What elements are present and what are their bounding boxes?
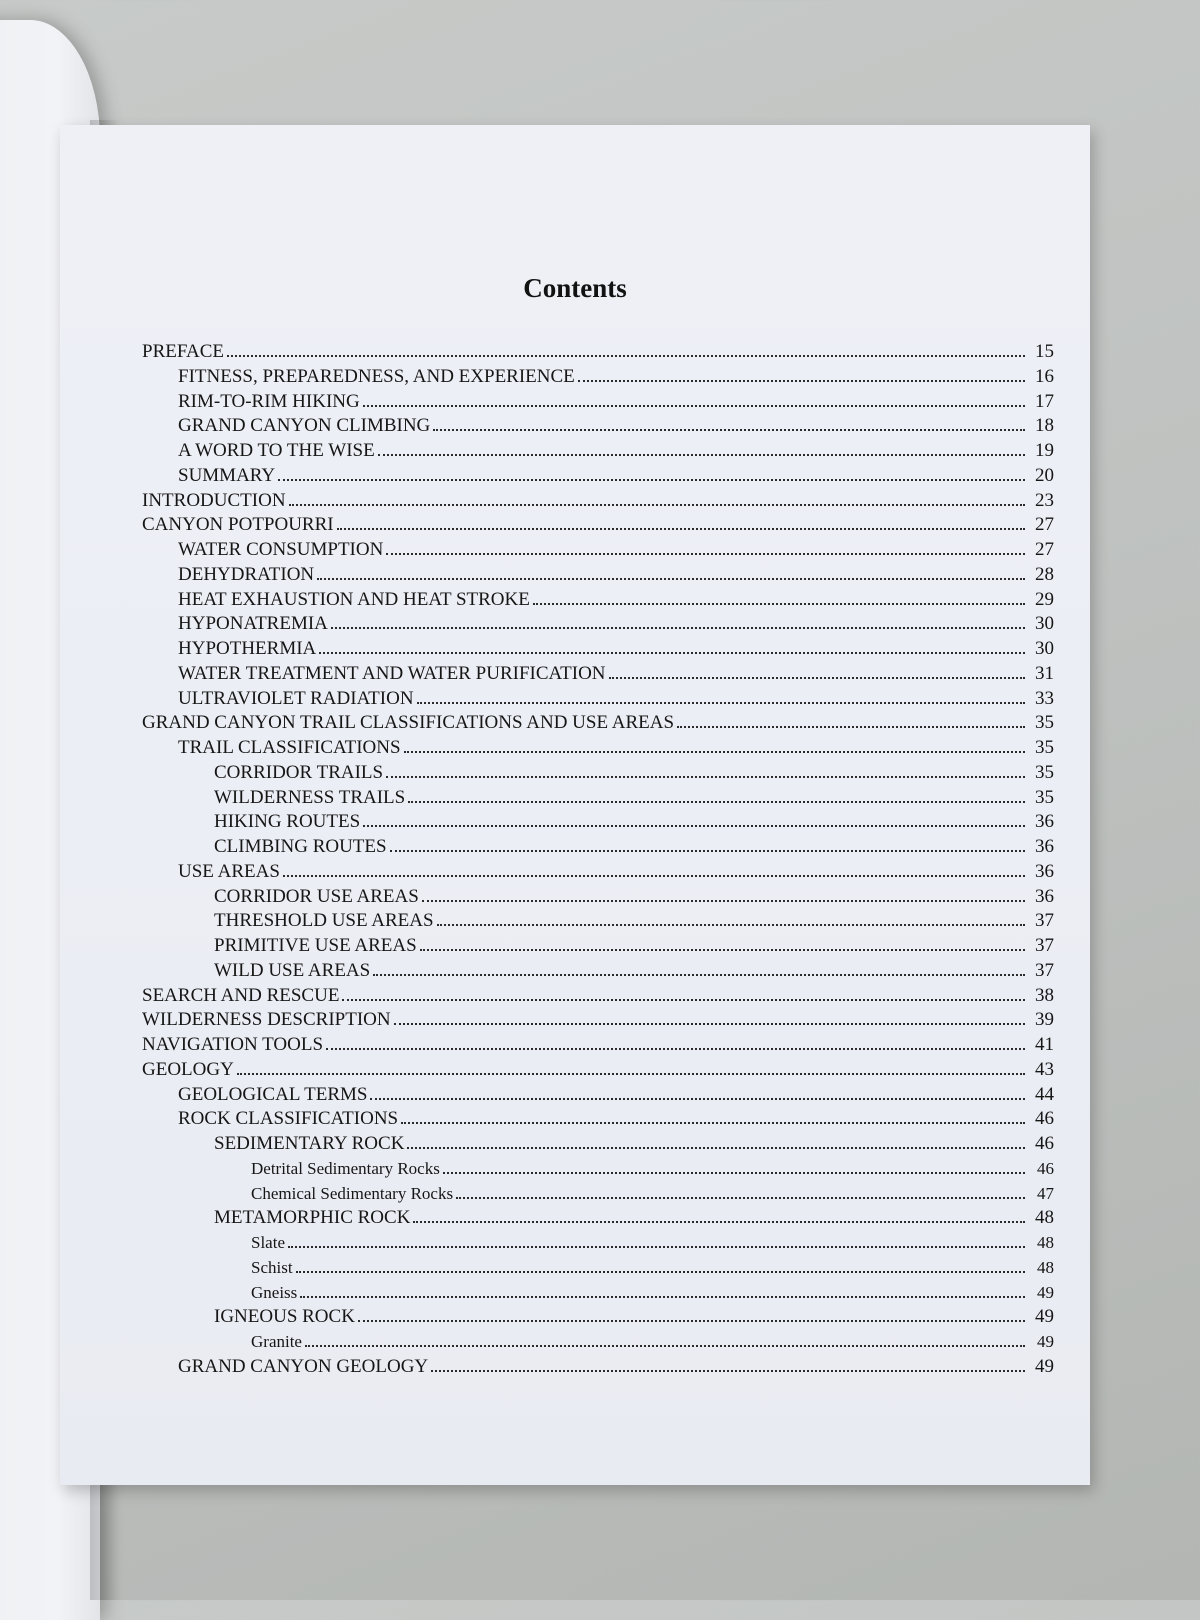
dot-leader bbox=[456, 1197, 1025, 1199]
toc-entry bbox=[142, 1008, 1054, 1033]
dot-leader bbox=[386, 553, 1025, 555]
toc-entry-title: NAVIGATION TOOLS bbox=[142, 1034, 324, 1055]
toc-entry-page-number: 31 bbox=[1035, 662, 1054, 684]
toc-entry-page-number: 41 bbox=[1035, 1034, 1054, 1055]
dot-leader bbox=[578, 380, 1025, 382]
toc-entry bbox=[142, 1107, 1054, 1132]
toc-entry-title: GRAND CANYON GEOLOGY bbox=[178, 1355, 429, 1377]
dot-leader bbox=[337, 528, 1025, 530]
toc-entry-title: HYPOTHERMIA bbox=[178, 638, 317, 659]
toc-entry-page-number: 30 bbox=[1035, 638, 1054, 659]
toc-entry-title: HYPONATREMIA bbox=[178, 613, 328, 635]
table-of-contents bbox=[142, 340, 1054, 1380]
toc-entry bbox=[142, 711, 1054, 736]
toc-entry-title: SEARCH AND RESCUE bbox=[142, 984, 340, 1006]
toc-entry-title: Schist bbox=[251, 1257, 293, 1277]
toc-entry bbox=[142, 513, 1054, 538]
toc-entry bbox=[142, 687, 1054, 712]
toc-entry bbox=[142, 489, 1054, 514]
dot-leader bbox=[358, 1320, 1025, 1322]
toc-entry bbox=[142, 662, 1054, 687]
toc-entry bbox=[142, 340, 1054, 365]
toc-entry bbox=[142, 984, 1054, 1009]
toc-entry bbox=[142, 959, 1054, 984]
toc-entry bbox=[142, 810, 1054, 835]
toc-entry-page-number: 35 bbox=[1035, 737, 1054, 758]
dot-leader bbox=[319, 652, 1025, 654]
dot-leader bbox=[283, 875, 1025, 877]
toc-entry-title: Gneiss bbox=[251, 1282, 298, 1302]
toc-entry-page-number: 18 bbox=[1035, 415, 1054, 437]
toc-entry-page-number: 39 bbox=[1035, 1009, 1054, 1031]
dot-leader bbox=[331, 627, 1025, 629]
dot-leader bbox=[443, 1172, 1025, 1174]
toc-entry-page-number: 46 bbox=[1037, 1158, 1054, 1178]
dot-leader bbox=[390, 850, 1025, 852]
dot-leader bbox=[363, 825, 1025, 827]
toc-entry-title: TRAIL CLASSIFICATIONS bbox=[178, 737, 401, 758]
toc-entry-page-number: 35 bbox=[1035, 786, 1054, 808]
dot-leader bbox=[300, 1296, 1025, 1298]
dot-leader bbox=[386, 776, 1025, 778]
toc-entry-page-number: 35 bbox=[1035, 761, 1054, 783]
dot-leader bbox=[289, 504, 1025, 506]
toc-entry-page-number: 17 bbox=[1035, 390, 1054, 412]
toc-entry bbox=[142, 1355, 1054, 1380]
toc-entry bbox=[142, 1058, 1054, 1083]
dot-leader bbox=[378, 454, 1025, 456]
toc-entry bbox=[142, 414, 1054, 439]
dot-leader bbox=[422, 900, 1025, 902]
toc-entry-page-number: 49 bbox=[1035, 1355, 1054, 1377]
toc-entry-title: Slate bbox=[251, 1233, 285, 1252]
toc-entry bbox=[142, 1256, 1054, 1281]
toc-entry-page-number: 33 bbox=[1035, 687, 1054, 709]
toc-entry-title: WILD USE AREAS bbox=[214, 959, 371, 981]
dot-leader bbox=[533, 603, 1025, 605]
dot-leader bbox=[677, 726, 1025, 728]
toc-entry bbox=[142, 1083, 1054, 1108]
toc-entry-page-number: 16 bbox=[1035, 365, 1054, 387]
toc-entry-page-number: 49 bbox=[1037, 1282, 1054, 1302]
toc-entry bbox=[142, 439, 1054, 464]
toc-entry bbox=[142, 1206, 1054, 1231]
toc-entry-title: Chemical Sedimentary Rocks bbox=[251, 1183, 454, 1203]
toc-entry bbox=[142, 786, 1054, 811]
toc-entry-page-number: 27 bbox=[1035, 514, 1054, 536]
toc-entry-title: HIKING ROUTES bbox=[214, 811, 361, 833]
toc-entry-title: RIM-TO-RIM HIKING bbox=[178, 390, 360, 412]
toc-entry-page-number: 37 bbox=[1035, 959, 1054, 981]
dot-leader bbox=[363, 405, 1025, 407]
toc-entry-title: SUMMARY bbox=[178, 464, 276, 486]
toc-entry-page-number: 19 bbox=[1035, 440, 1054, 461]
toc-entry bbox=[142, 1182, 1054, 1207]
toc-entry bbox=[142, 860, 1054, 885]
toc-entry-title: WILDERNESS DESCRIPTION bbox=[142, 1009, 391, 1031]
toc-entry-page-number: 36 bbox=[1035, 885, 1054, 907]
toc-entry bbox=[142, 1281, 1054, 1306]
dot-leader bbox=[417, 702, 1025, 704]
toc-entry-title: A WORD TO THE WISE bbox=[178, 440, 375, 461]
toc-entry bbox=[142, 934, 1054, 959]
toc-entry-page-number: 37 bbox=[1035, 910, 1054, 932]
toc-entry bbox=[142, 761, 1054, 786]
dot-leader bbox=[401, 1122, 1025, 1124]
dot-leader bbox=[408, 801, 1025, 803]
toc-entry-page-number: 20 bbox=[1035, 464, 1054, 486]
toc-entry bbox=[142, 563, 1054, 588]
toc-entry bbox=[142, 885, 1054, 910]
dot-leader bbox=[305, 1345, 1025, 1347]
dot-leader bbox=[317, 578, 1025, 580]
toc-entry bbox=[142, 390, 1054, 415]
toc-entry-title: IGNEOUS ROCK bbox=[214, 1306, 355, 1328]
toc-entry-title: SEDIMENTARY ROCK bbox=[214, 1133, 405, 1154]
dot-leader bbox=[370, 1098, 1025, 1100]
toc-entry-title: HEAT EXHAUSTION AND HEAT STROKE bbox=[178, 588, 530, 610]
toc-entry-page-number: 36 bbox=[1035, 860, 1054, 882]
toc-entry-title: CLIMBING ROUTES bbox=[214, 836, 387, 857]
dot-leader bbox=[407, 1147, 1025, 1149]
toc-entry bbox=[142, 1330, 1054, 1355]
toc-entry-page-number: 48 bbox=[1037, 1257, 1054, 1277]
page-title: Contents bbox=[523, 273, 627, 303]
dot-leader bbox=[373, 974, 1025, 976]
dot-leader bbox=[296, 1271, 1025, 1273]
dot-leader bbox=[288, 1246, 1025, 1248]
dot-leader bbox=[609, 677, 1025, 679]
toc-entry-title: USE AREAS bbox=[178, 860, 280, 882]
toc-entry bbox=[142, 736, 1054, 761]
toc-entry bbox=[142, 538, 1054, 563]
dot-leader bbox=[342, 999, 1025, 1001]
toc-entry-title: PRIMITIVE USE AREAS bbox=[214, 935, 417, 956]
toc-entry-title: GEOLOGICAL TERMS bbox=[178, 1083, 368, 1105]
toc-entry-page-number: 49 bbox=[1035, 1306, 1054, 1328]
toc-entry-title: THRESHOLD USE AREAS bbox=[214, 910, 434, 932]
toc-entry-page-number: 15 bbox=[1035, 341, 1054, 362]
toc-entry-title: INTRODUCTION bbox=[142, 489, 286, 511]
toc-entry bbox=[142, 1157, 1054, 1182]
toc-entry bbox=[142, 909, 1054, 934]
toc-entry bbox=[142, 365, 1054, 390]
toc-entry-page-number: 49 bbox=[1037, 1332, 1054, 1351]
toc-entry bbox=[142, 1132, 1054, 1157]
toc-entry bbox=[142, 835, 1054, 860]
dot-leader bbox=[420, 949, 1025, 951]
dot-leader bbox=[437, 924, 1025, 926]
dot-leader bbox=[431, 1370, 1025, 1372]
dot-leader bbox=[433, 429, 1025, 431]
toc-entry bbox=[142, 464, 1054, 489]
toc-entry-title: ULTRAVIOLET RADIATION bbox=[178, 687, 414, 709]
toc-entry-title: ROCK CLASSIFICATIONS bbox=[178, 1108, 399, 1130]
dot-leader bbox=[278, 479, 1025, 481]
toc-entry-page-number: 35 bbox=[1035, 712, 1054, 734]
toc-entry-title: Granite bbox=[251, 1332, 302, 1351]
toc-entry-page-number: 38 bbox=[1035, 984, 1054, 1006]
dot-leader bbox=[404, 751, 1025, 753]
toc-entry-title: CORRIDOR TRAILS bbox=[214, 761, 384, 783]
toc-entry-page-number: 46 bbox=[1035, 1108, 1054, 1130]
toc-entry bbox=[142, 1033, 1054, 1058]
dot-leader bbox=[394, 1023, 1025, 1025]
toc-entry-title: DEHYDRATION bbox=[178, 563, 315, 585]
toc-entry bbox=[142, 588, 1054, 613]
toc-entry bbox=[142, 612, 1054, 637]
toc-entry bbox=[142, 1305, 1054, 1330]
dot-leader bbox=[237, 1073, 1025, 1075]
toc-entry-page-number: 46 bbox=[1035, 1133, 1054, 1154]
toc-entry-page-number: 48 bbox=[1037, 1233, 1054, 1252]
toc-entry-title: WATER TREATMENT AND WATER PURIFICATION bbox=[178, 662, 606, 684]
toc-entry-title: Detrital Sedimentary Rocks bbox=[251, 1158, 440, 1178]
toc-entry-page-number: 36 bbox=[1035, 836, 1054, 857]
contents-page bbox=[60, 125, 1090, 1485]
toc-entry-title: CANYON POTPOURRI bbox=[142, 514, 334, 536]
toc-entry-title: WILDERNESS TRAILS bbox=[214, 786, 406, 808]
toc-entry-title: GEOLOGY bbox=[142, 1058, 234, 1080]
dot-leader bbox=[326, 1048, 1025, 1050]
toc-entry bbox=[142, 1231, 1054, 1256]
toc-entry-page-number: 30 bbox=[1035, 613, 1054, 635]
toc-entry-page-number: 36 bbox=[1035, 811, 1054, 833]
toc-entry-title: CORRIDOR USE AREAS bbox=[214, 885, 419, 907]
toc-entry-page-number: 37 bbox=[1035, 935, 1054, 956]
toc-entry bbox=[142, 637, 1054, 662]
toc-entry-title: PREFACE bbox=[142, 341, 225, 362]
toc-entry-title: GRAND CANYON CLIMBING bbox=[178, 415, 431, 437]
toc-entry-title: METAMORPHIC ROCK bbox=[214, 1207, 411, 1229]
toc-entry-title: WATER CONSUMPTION bbox=[178, 539, 384, 560]
toc-entry-page-number: 48 bbox=[1035, 1207, 1054, 1229]
toc-entry-page-number: 43 bbox=[1035, 1058, 1054, 1080]
toc-entry-page-number: 44 bbox=[1035, 1083, 1054, 1105]
dot-leader bbox=[413, 1221, 1025, 1223]
toc-entry-page-number: 47 bbox=[1037, 1183, 1054, 1203]
toc-entry-page-number: 27 bbox=[1035, 539, 1054, 560]
toc-entry-page-number: 29 bbox=[1035, 588, 1054, 610]
dot-leader bbox=[227, 355, 1025, 357]
toc-entry-page-number: 23 bbox=[1035, 489, 1054, 511]
toc-entry-title: GRAND CANYON TRAIL CLASSIFICATIONS AND USE AREAS bbox=[142, 712, 675, 734]
toc-entry-page-number: 28 bbox=[1035, 563, 1054, 585]
toc-entry-title: FITNESS, PREPAREDNESS, AND EXPERIENCE bbox=[178, 365, 575, 387]
